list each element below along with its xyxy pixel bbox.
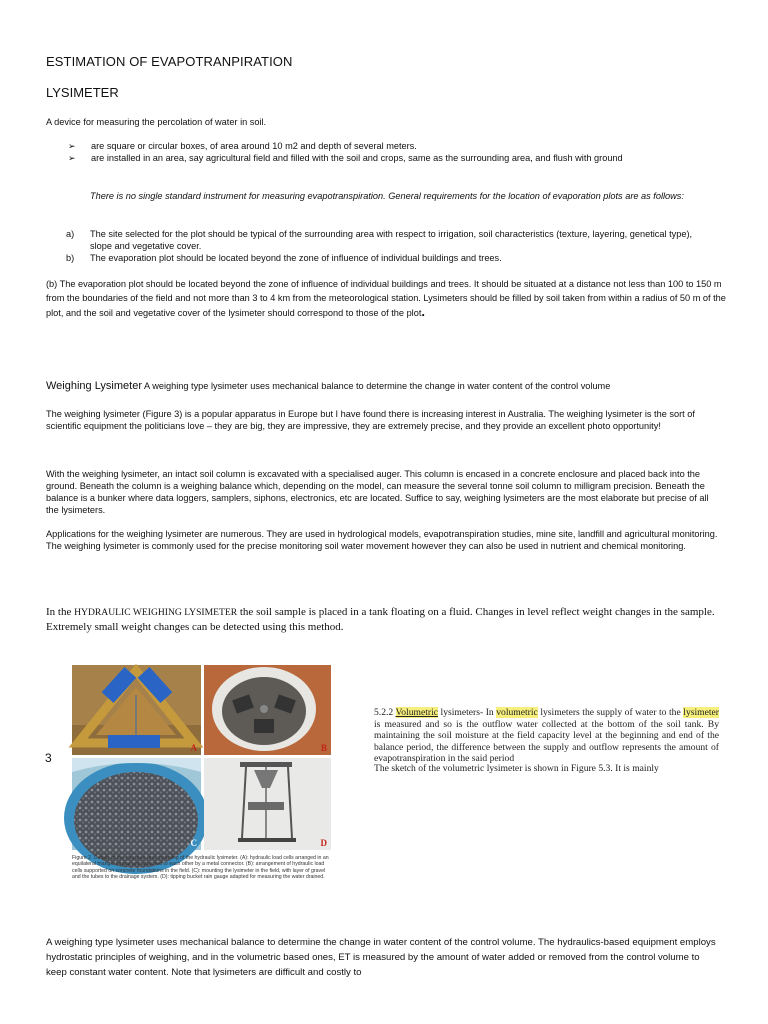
foundation-image — [204, 665, 331, 755]
paragraph-location-details: (b) The evaporation plot should be located beyond the zone of influence of individual buildings and trees. It should be situated at a distance not less than 100 to 150 m from the boundaries of the field and not more than 3 to 4 km from the meteorological station. Lysimeters should be filled by soil taken from within a radius of 50 m of the plot, and the soil and vegetative cover of the lysimeter should correspond to those of the plot. — [46, 279, 726, 319]
gravel-image — [72, 758, 201, 850]
highlight-lysimeter: lysimeter — [683, 707, 719, 718]
requirements-list — [66, 228, 716, 264]
excerpt-cut-line: The sketch of the volumetric lysimeter is shown in Figure 5.3. It is mainly — [374, 763, 659, 774]
list-item: a) The site selected for the plot should be typical of the surrounding area with respect to irrigation, soil characteristics (texture, layering, genetical type), slope and vegetative cover. — [66, 229, 693, 251]
paragraph-intact-soil-column: With the weighing lysimeter, an intact soil column is excavated with a specialised auger. This column is encased in a concrete enclosure and placed back into the ground. Beneath the column is a weighing balance which, depending on the model, can measure the several tonne soil column to milligram precision. Beneath the balance is a bunker where data loggers, samplers, siphons, electronics, etc are located. Suffice to say, weighing lysimeters are the most elaborate but precise of all the lysimeters. — [46, 469, 709, 515]
intro-text: A device for measuring the percolation of water in soil. — [46, 117, 267, 127]
photo-d-rain-gauge — [204, 758, 331, 850]
label-a: A — [190, 743, 197, 753]
paragraph-hydraulic-lysimeter: In the HYDRAULIC WEIGHING LYSIMETER the soil sample is placed in a tank floating on a fluid. Changes in level reflect weight changes in the sample. Extremely small weight changes can be detected using this method. — [46, 606, 715, 633]
paragraph-popular-apparatus: The weighing lysimeter (Figure 3) is a popular apparatus in Europe but I have found there is increasing interest in Australia. The weighing lysimeter is the sort of scientific equipment the politicians love – they are big, they are impressive, they are extremely precise, and they provide an excellent photo opportunity! — [46, 409, 695, 431]
list-item: ➢ are installed in an area, say agricultural field and filled with the soil and crops, same as the surrounding area, and flush with ground — [68, 153, 623, 163]
label-c: C — [190, 838, 197, 848]
photo-c-gravel — [72, 758, 201, 850]
paragraph-applications: Applications for the weighing lysimeter are numerous. They are used in hydrological models, evapotranspiration studies, mine site, landfill and agricultural monitoring. The weighing lysimeter is commonly used for the precise monitoring soil water movement however they can also be used in nutrient and chemical monitoring. — [46, 529, 718, 551]
section-heading-lysimeter: LYSIMETER — [46, 85, 119, 100]
paragraph-closing: A weighing type lysimeter uses mechanical balance to determine the change in water content of the control volume. The hydraulics-based equipment employs hydrostatic principles of weighing, and in the volumetric based ones, ET is measured by the amount of water added or removed from the control volume to keep constant water content. Note that lysimeters are difficult and costly to — [46, 937, 716, 978]
volumetric-lysimeter-excerpt: 5.2.2 Volumetric lysimeters- In volumetric lysimeters the supply of water to the lysimeter is measured and so is the outflow water collected at the bottom of the soil tank. By maintaining the soil moisture at the field capacity level at the beginning and end of the balance period, the difference between the supply and outflow represents the amount of evapotranspiration in the said period — [374, 707, 719, 765]
label-d: D — [320, 838, 327, 848]
photo-b-foundation — [204, 665, 331, 755]
photo-a-load-cells — [72, 665, 201, 755]
highlight-volumetric-2: volumetric — [496, 707, 538, 718]
rain-gauge-image — [204, 758, 331, 850]
highlight-volumetric: Volumetric — [395, 707, 439, 718]
figure-lysimeter-photos — [70, 665, 332, 895]
bullet-arrow-icon: ➢ — [68, 141, 76, 151]
list-item: b) The evaporation plot should be located beyond the zone of influence of individual buildings and trees. — [66, 253, 502, 263]
document-title: ESTIMATION OF EVAPOTRANPIRATION — [46, 54, 293, 69]
subheading-weighing-lysimeter: Weighing Lysimeter — [46, 380, 142, 392]
weighing-lysimeter-heading: Weighing Lysimeter A weighing type lysimeter uses mechanical balance to determine the change in water content of the control volume — [46, 380, 611, 392]
bullet-arrow-icon: ➢ — [68, 153, 76, 163]
figure-caption: Figure 2. Details of the structure and mounting of the hydraulic lysimeter. (A): hydraulic load cells arranged in an equilateral triangle format and attached to each other by a metal connector. (B): arrangement of hydraulic load cells supported on concrete foundations in the field. (C): mounting the lysimeter in the field, with layer of gravel and the tubes to the drainage system. (D): tipping bucket rain gauge adapted for measuring the water drained. — [72, 855, 329, 881]
load-cells-image — [72, 665, 201, 755]
bullet-list — [68, 140, 718, 164]
italic-requirements-intro: There is no single standard instrument for measuring evapotranspiration. General requirements for the location of evaporation plots are as follows: — [90, 191, 684, 201]
figure-number: 3 — [45, 751, 52, 765]
list-item: ➢ are square or circular boxes, of area around 10 m2 and depth of several meters. — [68, 141, 417, 151]
label-b: B — [320, 743, 327, 753]
